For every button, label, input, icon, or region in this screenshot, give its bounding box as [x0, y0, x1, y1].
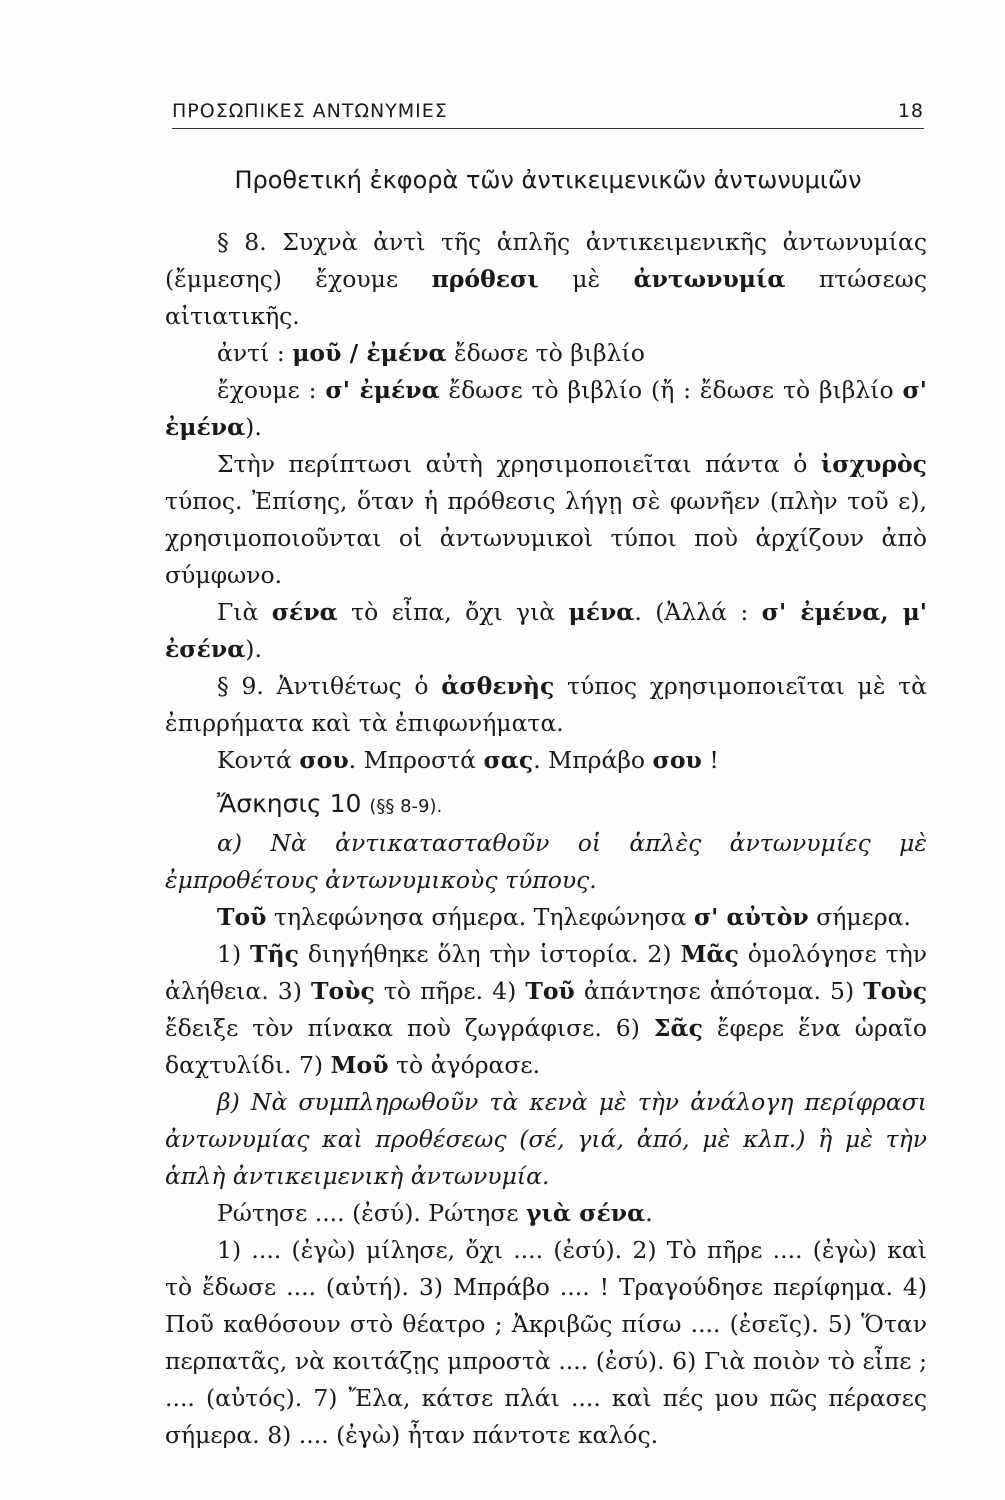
paragraph-8: § 8. Συχνὰ ἀντὶ τῆς ἁπλῆς ἀντικειμενικῆς ἀντωνυμίας (ἔμμεσης) ἔχουμε πρόθεσι μὲ ἀντωνυμία πτώσεως αἰτιατικῆς.: [165, 228, 928, 330]
page-number: 18: [897, 100, 924, 122]
part-a-example: Τοῦ τηλεφώνησα σήμερα. Τηλεφώνησα σ' αὐτὸν σήμερα.: [217, 903, 911, 931]
paragraph-8-example: Γιὰ σένα τὸ εἶπα, ὄχι γιὰ μένα. (Ἀλλά : σ' ἐμένα, μ' ἐσένα).: [165, 598, 927, 663]
example-line-2: ἔχουμε : σ' ἐμένα ἔδωσε τὸ βιβλίο (ἤ : ἔδωσε τὸ βιβλίο σ' ἐμένα).: [165, 376, 927, 441]
running-title: ΠΡΟΣΩΠΙΚΕΣ ΑΝΤΩΝΥΜΙΕΣ: [172, 100, 448, 122]
page-body: [165, 224, 927, 1454]
part-b-example: Ρώτησε .... (ἐσύ). Ρώτησε γιὰ σένα.: [217, 1199, 653, 1227]
part-b-items: 1) .... (ἐγὼ) μίλησε, ὄχι .... (ἐσύ). 2) Τὸ πῆρε .... (ἐγὼ) καὶ τὸ ἔδωσε .... (αὐτή). 3) Μπράβο .... ! Τραγούδησε περίφημα. 4) Ποῦ καθόσουν στὸ θέατρο ; Ἀκριβῶς πίσω .... (ἐσεῖς). 5) Ὅταν περπατᾶς, νὰ κοιτάζῃς μπροστὰ .... (ἐσύ). 6) Γιὰ ποιὸν τὸ εἶπε ; .... (αὐτός). 7) Ἔλα, κάτσε πλάι .... καὶ πές μου πῶς πέρασες σήμερα. 8) .... (ἐγὼ) ἦταν πάντοτε καλός.: [165, 1236, 927, 1449]
paragraph-9-example: Κοντά σου. Μπροστά σας. Μπράβο σου !: [217, 746, 719, 774]
exercise-title: Ἄσκησις 10 (§§ 8-9).: [217, 789, 443, 818]
paragraph-8-strong-form: Στὴν περίπτωσι αὐτὴ χρησιμοποιεῖται πάντα ὁ ἰσχυρὸς τύπος. Ἐπίσης, ὅταν ἡ πρόθεσις λήγῃ σὲ φωνῆεν (πλὴν τοῦ ε), χρησιμοποιοῦνται οἱ ἀντωνυμικοὶ τύποι ποὺ ἀρχίζουν ἀπὸ σύμφωνο.: [165, 450, 927, 589]
section-title: Προθετική ἐκφορὰ τῶν ἀντικειμενικῶν ἀντωνυμιῶν: [234, 166, 862, 194]
part-b-instruction: β) Νὰ συμπληρωθοῦν τὰ κενὰ μὲ τὴν ἀνάλογη περίφρασι ἀντωνυμίας καὶ προθέσεως (σέ, γιά, ἀπό, μὲ κλπ.) ἢ μὲ τὴν ἁπλὴ ἀντικειμενικὴ ἀντωνυμία.: [165, 1088, 927, 1190]
part-a-instruction: α) Νὰ ἀντικατασταθοῦν οἱ ἁπλὲς ἀντωνυμίες μὲ ἐμπροθέτους ἀντωνυμικοὺς τύπους.: [165, 829, 927, 894]
part-a-items: 1) Τῆς διηγήθηκε ὅλη τὴν ἱστορία. 2) Μᾶς ὁμολόγησε τὴν ἀλήθεια. 3) Τοὺς τὸ πῆρε. 4) Τοῦ ἀπάντησε ἀπότομα. 5) Τοὺς ἔδειξε τὸν πίνακα ποὺ ζωγράφισε. 6) Σᾶς ἔφερε ἕνα ὡραῖο δαχτυλίδι. 7) Μοῦ τὸ ἀγόρασε.: [165, 940, 928, 1079]
paragraph-9: § 9. Ἀντιθέτως ὁ ἀσθενὴς τύπος χρησιμοποιεῖται μὲ τὰ ἐπιρρήματα καὶ τὰ ἐπιφωνήματα.: [165, 672, 927, 737]
example-line-1: ἀντί : μοῦ / ἐμένα ἔδωσε τὸ βιβλίο: [217, 339, 645, 367]
running-header: [172, 100, 924, 129]
